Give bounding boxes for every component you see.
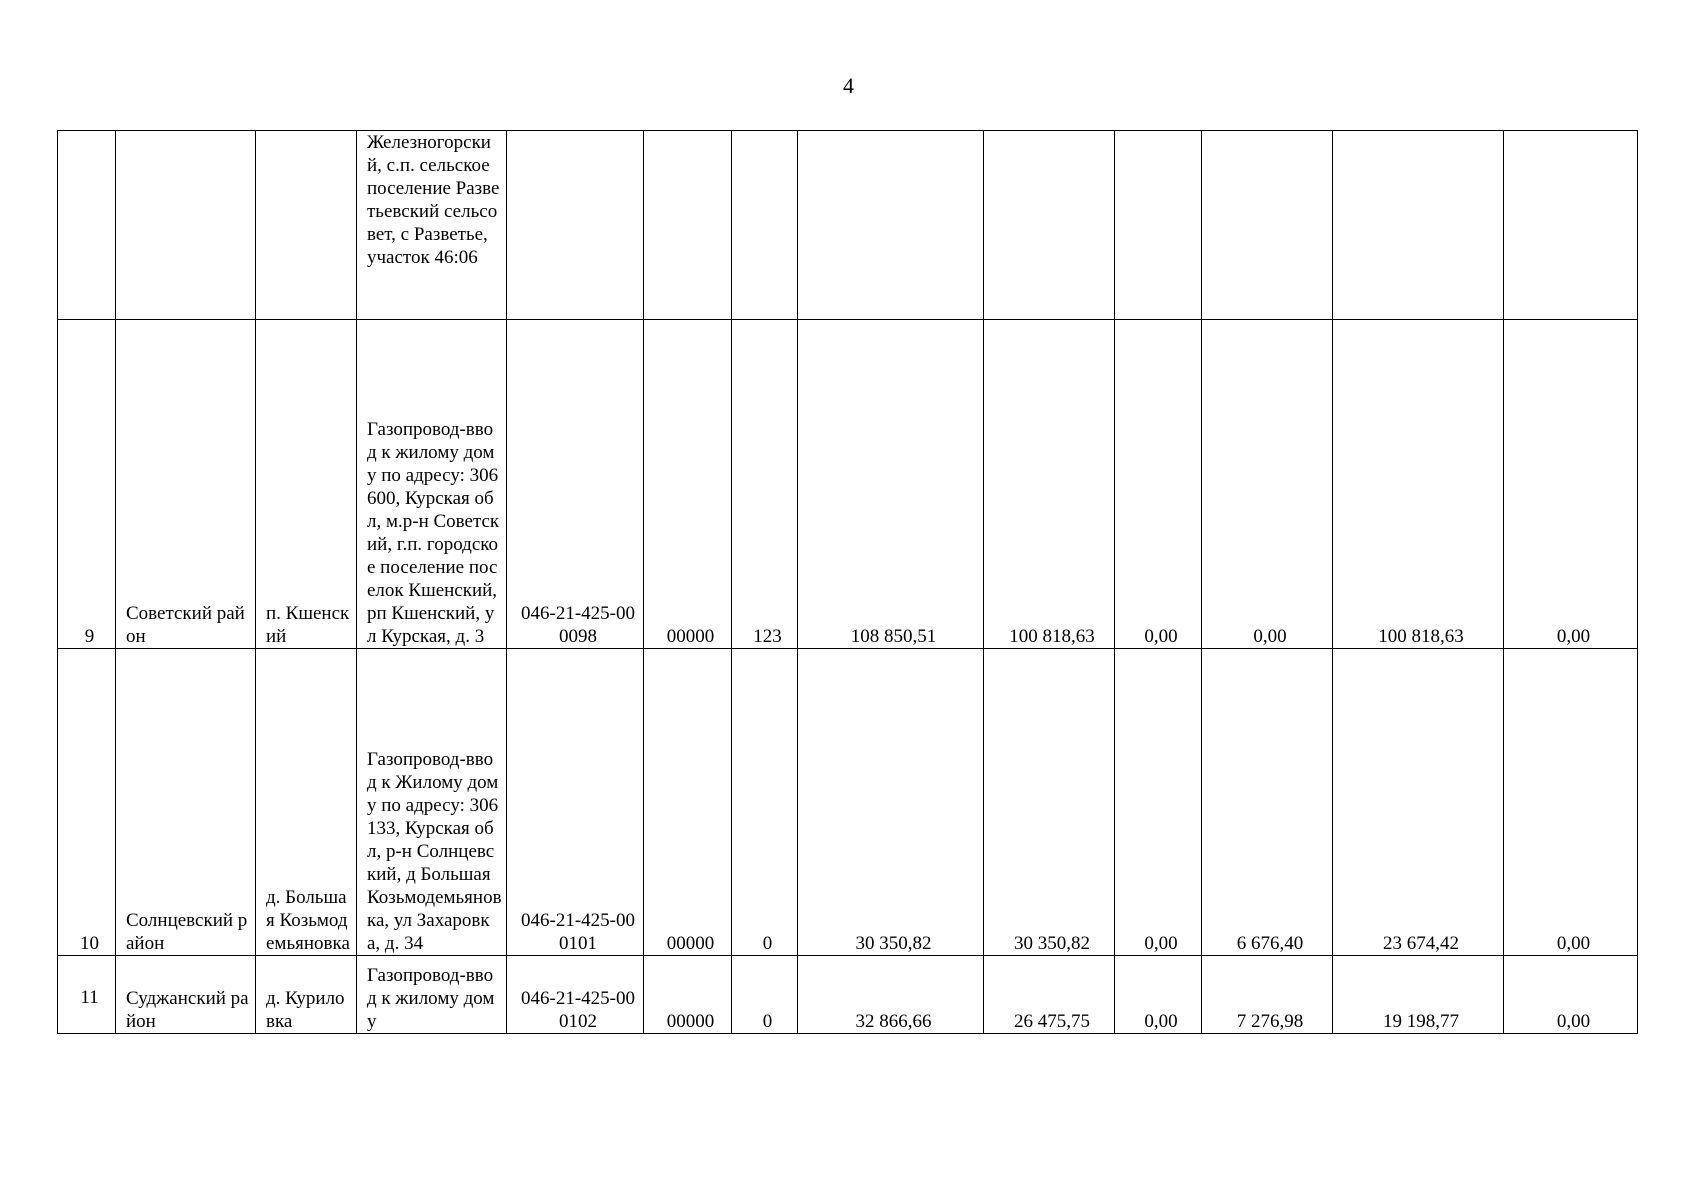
value-cell-5 <box>1333 131 1504 320</box>
value-cell-2: 100 818,63 <box>984 320 1115 649</box>
address-cell: Газопровод-ввод к жилому дому по адресу: 306600, Курская обл, м.р-н Советский, г.п. городское поселение поселок Кшенский, рп Кшенский, ул Курская, д. 3 <box>357 320 507 649</box>
length-cell: 123 <box>732 320 798 649</box>
value-cell-6: 0,00 <box>1504 320 1638 649</box>
district-cell <box>116 131 256 320</box>
value-cell-1: 32 866,66 <box>798 956 984 1034</box>
table-row <box>58 131 1638 320</box>
address-cell: Железногорский, с.п. сельское поселение Разветьевский сельсовет, с Разветье, участок 46:06 <box>357 131 507 320</box>
address-cell: Газопровод-ввод к Жилому дому по адресу: 306133, Курская обл, р-н Солнцевский, д Большая Козьмодемьяновка, ул Захаровка, д. 34 <box>357 649 507 956</box>
object-code-cell <box>507 131 644 320</box>
row-number-cell: 10 <box>58 649 116 956</box>
account-cell: 00000 <box>644 649 732 956</box>
value-cell-1: 30 350,82 <box>798 649 984 956</box>
value-cell-3: 0,00 <box>1115 320 1202 649</box>
value-cell-5: 19 198,77 <box>1333 956 1504 1034</box>
value-cell-4: 6 676,40 <box>1202 649 1333 956</box>
table-row <box>58 320 1638 649</box>
value-cell-6: 0,00 <box>1504 956 1638 1034</box>
value-cell-4 <box>1202 131 1333 320</box>
value-cell-2: 26 475,75 <box>984 956 1115 1034</box>
value-cell-1 <box>798 131 984 320</box>
page-number: 4 <box>843 73 854 98</box>
account-cell: 00000 <box>644 956 732 1034</box>
account-cell <box>644 131 732 320</box>
value-cell-3: 0,00 <box>1115 956 1202 1034</box>
district-cell: Суджанский район <box>116 956 256 1034</box>
value-cell-5: 23 674,42 <box>1333 649 1504 956</box>
row-number-cell: 9 <box>58 320 116 649</box>
settlement-cell <box>256 131 357 320</box>
table-row <box>58 956 1638 1034</box>
row-number-cell <box>58 131 116 320</box>
district-cell: Советский район <box>116 320 256 649</box>
value-cell-3: 0,00 <box>1115 649 1202 956</box>
settlement-cell: п. Кшенский <box>256 320 357 649</box>
value-cell-3 <box>1115 131 1202 320</box>
value-cell-6 <box>1504 131 1638 320</box>
settlement-cell: д. Куриловка <box>256 956 357 1034</box>
objects-table <box>57 130 1638 1034</box>
value-cell-6: 0,00 <box>1504 649 1638 956</box>
value-cell-4: 7 276,98 <box>1202 956 1333 1034</box>
length-cell: 0 <box>732 649 798 956</box>
value-cell-4: 0,00 <box>1202 320 1333 649</box>
account-cell: 00000 <box>644 320 732 649</box>
value-cell-2 <box>984 131 1115 320</box>
address-cell: Газопровод-ввод к жилому дому <box>357 956 507 1034</box>
object-code-cell: 046-21-425-000101 <box>507 649 644 956</box>
settlement-cell: д. Большая Козьмодемьяновка <box>256 649 357 956</box>
object-code-cell: 046-21-425-000102 <box>507 956 644 1034</box>
row-number-cell: 11 <box>58 956 116 1034</box>
value-cell-5: 100 818,63 <box>1333 320 1504 649</box>
value-cell-2: 30 350,82 <box>984 649 1115 956</box>
value-cell-1: 108 850,51 <box>798 320 984 649</box>
object-code-cell: 046-21-425-000098 <box>507 320 644 649</box>
length-cell: 0 <box>732 956 798 1034</box>
length-cell <box>732 131 798 320</box>
district-cell: Солнцевский район <box>116 649 256 956</box>
table-row <box>58 649 1638 956</box>
